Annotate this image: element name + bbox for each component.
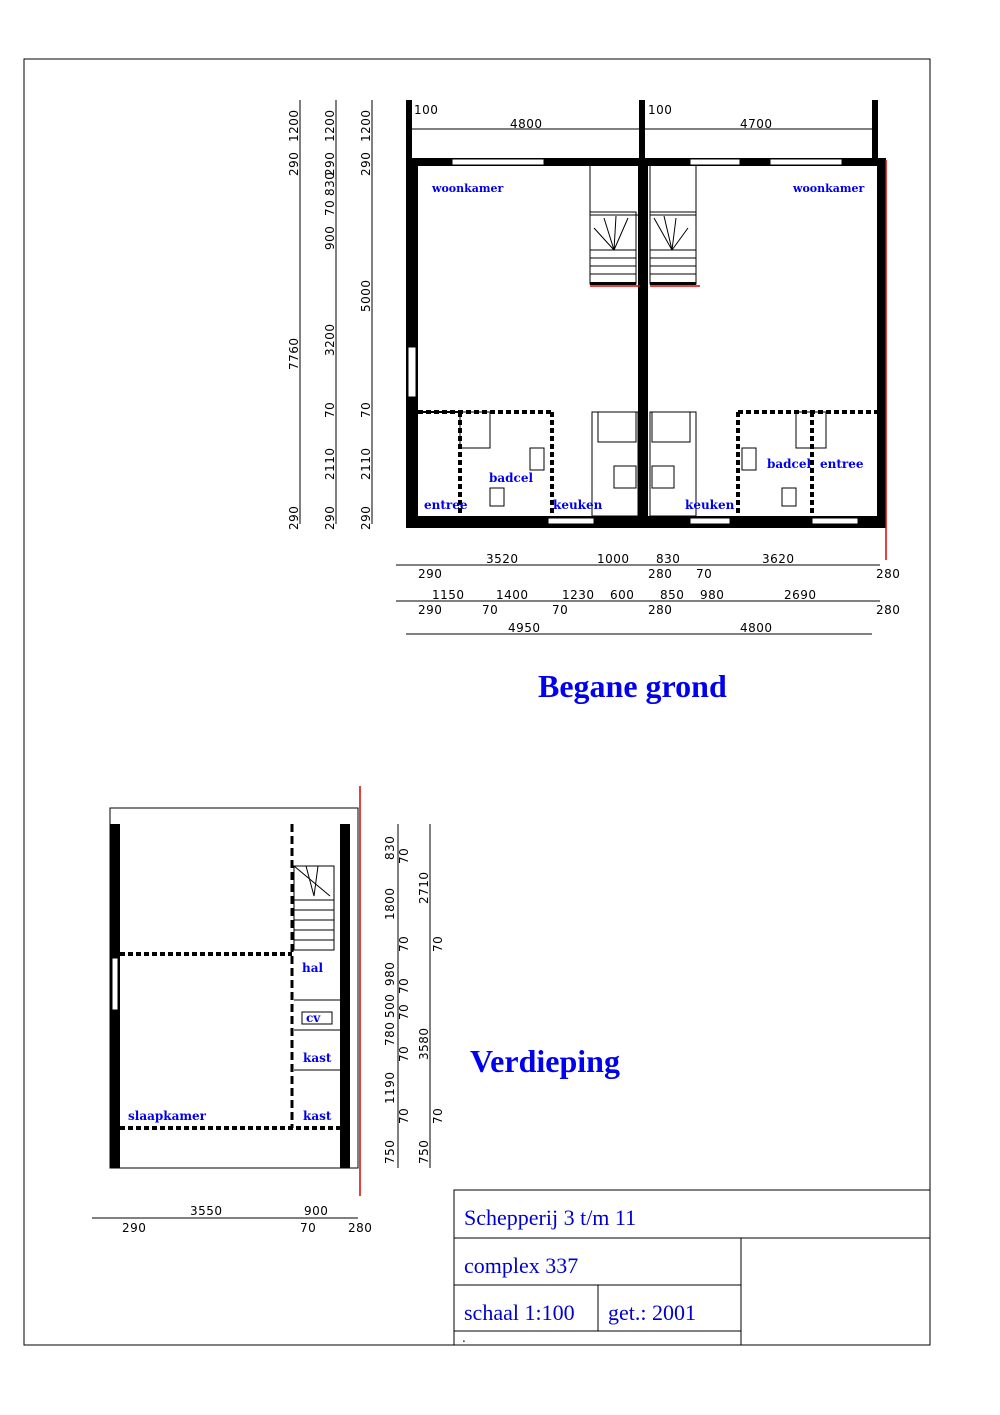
dim-left-outer-4: 290 (287, 505, 301, 530)
upper-floor-plan (92, 786, 620, 1235)
dim-left-outer-2: 290 (287, 151, 301, 176)
dim-b1-8: 280 (876, 567, 901, 581)
dim-b2-4: 1400 (496, 588, 529, 602)
title-project: Schepperij 3 t/m 11 (464, 1205, 637, 1230)
stair-left (590, 165, 640, 285)
title-block (454, 1190, 930, 1345)
wall-top-ext-left (406, 100, 412, 160)
dim-left-inner-6: 290 (359, 505, 373, 530)
dim-left-mid-5: 3200 (323, 323, 337, 356)
dim-ubot-3: 900 (304, 1204, 329, 1218)
dim-top-1: 100 (414, 103, 439, 117)
dim-left-inner (359, 109, 373, 530)
dim-left-mid-1: 1200 (323, 109, 337, 142)
dim-left-mid-6: 70 (323, 401, 337, 418)
dim-ua-8: 70 (397, 1003, 411, 1020)
dim-left-inner-1: 1200 (359, 109, 373, 142)
dim-ua-10: 70 (397, 1045, 411, 1062)
dim-b1-1: 290 (418, 567, 443, 581)
dim-left-mid-830: 830 (323, 171, 337, 196)
dim-b1-6: 70 (696, 567, 713, 581)
room-kast-1: kast (303, 1051, 332, 1065)
room-hal: hal (302, 961, 324, 975)
dim-ua-13: 750 (383, 1139, 397, 1164)
dim-left-mid-3: 70 (323, 199, 337, 216)
window-bottom-left (548, 518, 594, 524)
dim-b1-7: 3620 (762, 552, 795, 566)
dim-left-inner-5: 2110 (359, 447, 373, 480)
dim-ua-2: 70 (397, 847, 411, 864)
wall-left (406, 158, 418, 528)
dim-ua-1: 830 (383, 835, 397, 860)
dim-left-inner-3: 5000 (359, 279, 373, 312)
dim-ubot-5: 280 (348, 1221, 373, 1235)
dim-left-outer (287, 109, 301, 530)
dim-left-outer-1: 1200 (287, 109, 301, 142)
upper-window-left (112, 958, 118, 1010)
room-entree-left: entree (424, 498, 468, 512)
dim-b2-10: 980 (700, 588, 725, 602)
room-keuken-right: keuken (685, 498, 735, 512)
dim-ub-1: 2710 (417, 871, 431, 904)
dim-top-3: 100 (648, 103, 673, 117)
stair-right (650, 165, 696, 285)
window-top-right (770, 159, 842, 165)
dim-top-2: 4800 (510, 117, 543, 131)
dim-b2-8: 280 (648, 603, 673, 617)
dim-b2-2: 1150 (432, 588, 465, 602)
ground-floor-plan (287, 100, 900, 704)
title-complex: complex 337 (464, 1253, 579, 1278)
wall-top-ext-right (872, 100, 878, 160)
dim-ubot-4: 70 (300, 1221, 317, 1235)
window-bottom-right (690, 518, 730, 524)
window-left-side (408, 347, 416, 397)
dim-b2-11: 2690 (784, 588, 817, 602)
room-badcel-right: badcel (767, 457, 812, 471)
dim-upper-right-b (417, 871, 445, 1164)
dim-left-mid-7: 2110 (323, 447, 337, 480)
dim-b2-1: 290 (418, 603, 443, 617)
wall-right (877, 158, 886, 528)
upper-plan-title: Verdieping (470, 1043, 620, 1079)
dim-left-mid-8: 290 (323, 505, 337, 530)
dim-ua-5: 980 (383, 961, 397, 986)
dim-ubot-1: 290 (122, 1221, 147, 1235)
room-slaapkamer: slaapkamer (128, 1109, 206, 1123)
room-woonkamer-right: woonkamer (793, 182, 865, 195)
window-top-mid (690, 159, 740, 165)
dim-upper-bottom (122, 1204, 372, 1235)
dim-b2-7: 600 (610, 588, 635, 602)
window-top-left (452, 159, 544, 165)
door-bottom-right (812, 518, 858, 524)
room-cv: cv (306, 1011, 321, 1025)
dim-ua-3: 1800 (383, 887, 397, 920)
dim-b2-9: 850 (660, 588, 685, 602)
dim-left-inner-4: 70 (359, 401, 373, 418)
dim-b1-5: 830 (656, 552, 681, 566)
dim-ubot-2: 3550 (190, 1204, 223, 1218)
upper-wall-right (340, 824, 350, 1168)
dim-top-4: 4700 (740, 117, 773, 131)
title-note: . (462, 1331, 467, 1345)
dim-ua-11: 1190 (383, 1071, 397, 1104)
sheet-border (24, 59, 930, 1345)
dim-b1-2: 3520 (486, 552, 519, 566)
dim-b3-1: 4950 (508, 621, 541, 635)
dim-b2-6: 1230 (562, 588, 595, 602)
dim-ua-7: 500 (383, 993, 397, 1018)
dim-ub-5: 750 (417, 1139, 431, 1164)
dim-bottom-row2 (418, 588, 900, 617)
title-drawn: get.: 2001 (608, 1300, 696, 1325)
room-entree-right: entree (820, 457, 864, 471)
room-kast-2: kast (303, 1109, 332, 1123)
dim-ub-2: 70 (431, 935, 445, 952)
room-badcel-left: badcel (489, 471, 534, 485)
dim-left-outer-3: 7760 (287, 337, 301, 370)
wall-top-ext-mid (639, 100, 645, 160)
dim-b1-4: 280 (648, 567, 673, 581)
dim-b2-3: 70 (482, 603, 499, 617)
dim-b1-3: 1000 (597, 552, 630, 566)
dim-bottom-row1 (418, 552, 900, 581)
ground-plan-title: Begane grond (538, 668, 727, 704)
dim-ua-6: 70 (397, 977, 411, 994)
room-keuken-left: keuken (553, 498, 603, 512)
wall-party (638, 162, 648, 528)
title-scale: schaal 1:100 (464, 1300, 575, 1325)
dim-b2-12: 280 (876, 603, 901, 617)
dim-b2-5: 70 (552, 603, 569, 617)
dim-ua-4: 70 (397, 935, 411, 952)
dim-left-mid-2: 290 (323, 151, 337, 176)
dim-upper-right-a (383, 836, 411, 1164)
dim-ub-3: 3580 (417, 1027, 431, 1060)
dim-left-inner-2: 290 (359, 151, 373, 176)
dim-left-mid-4: 900 (323, 225, 337, 250)
dim-ub-4: 70 (431, 1107, 445, 1124)
dim-left-mid (323, 109, 337, 530)
room-woonkamer-left: woonkamer (432, 182, 504, 195)
dim-ua-9: 780 (383, 1021, 397, 1046)
dim-b3-2: 4800 (740, 621, 773, 635)
dim-ua-12: 70 (397, 1107, 411, 1124)
